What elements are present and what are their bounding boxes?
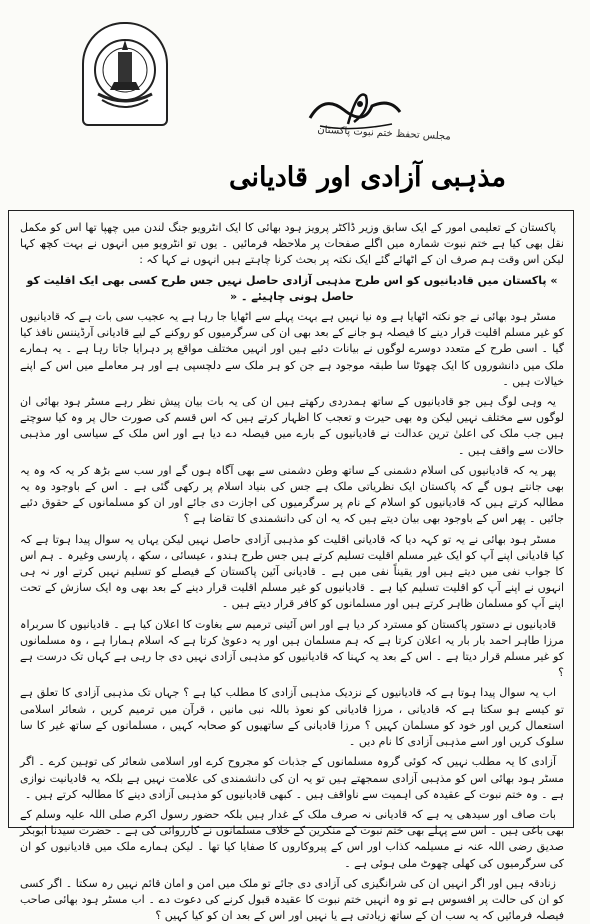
paragraph: مسٹر ہود بھائی نے جو نکتہ اٹھایا ہے وہ نیا نہیں ہے بہت پہلے سے اٹھایا جا رہا ہے یہ عجیب سی بات ہے کہ قادیانیوں کو غیر مسلم اقلیت قرار دینے کا فیصلہ ہو جانے کے بعد بھی ان کی سرگرمیوں کو روکنے کے لیے قادیانی آرڈیننس نافذ کیا گیا ۔ اسی طرح کے متعدد دوسرے لوگوں نے بیانات دئیے ہیں اور انہیں مختلف مواقع پر دہرایا جاتا رہا ہے ۔ یہ ہمارے ملک میں دانشوروں کا ایک چھوٹا سا طبقہ موجود ہے جن کو ہر ملک سے دلچسپی ہے اور ہر معاملے میں اس کے اپنے خیالات ہیں ۔ xyxy=(20,310,564,388)
paragraph: پھر یہ کہ قادیانیوں کی اسلام دشمنی کے ساتھ وطن دشمنی سے بھی آگاہ ہوں گے اور سب سے بڑھ کر یہ کہ وہ یہ بھی جانتے ہوں گے کہ پاکستان ایک نظریاتی ملک ہے جس کی بنیاد اسلام پر رکھی گئی ہے ۔ اس کے باوجود وہ یہ مطالبہ کرتے ہیں کہ قادیانیوں کو اسلام کے نام پر سرگرمیوں کی اجازت دی جائے اور ان کو مسلمانوں کے حقوق دئیے جائیں ۔ پھر اس کے باوجود بھی بیان دیتے ہیں کہ یہ ان کی دانشمندی کا تقاضا ہے ؟ xyxy=(20,463,564,526)
page-title: مذہبی آزادی اور قادیانی xyxy=(228,162,506,193)
crest-icon xyxy=(84,24,166,124)
paragraph: قادیانیوں نے دستور پاکستان کو مسترد کر دیا ہے اور اس آئینی ترمیم سے بغاوت کا اعلان کیا ہے ۔ قادیانیوں کا سربراہ مرزا طاہر احمد بار بار یہ اعلان کرتا ہے کہ ہم مسلمان ہیں اور یہ دعویٰ کرتا ہے کہ اسلام ہمارا ہے ، وہ مسلمانوں کو غیر مسلم قرار دیتا ہے ۔ اس کے بعد یہ کہنا کہ قادیانیوں کو مذہبی آزادی نہیں دی جا رہی ہے کہاں تک درست ہے ؟ xyxy=(20,617,564,680)
emblem-logo xyxy=(82,22,168,126)
paragraph: بات صاف اور سیدھی یہ ہے کہ قادیانی نہ صرف ملک کے غدار ہیں بلکہ حضور رسول اکرم صلی اللہ علیہ وسلم کے بھی باغی ہیں ۔ اس سے پہلے بھی ختم نبوت کے منکرین کے خلاف مسلمانوں نے کارروائی کی ہے ۔ حضرت سیدنا ابوبکر صدیق رضی اللہ عنہ نے مسیلمہ کذاب اور اس کے پیروکاروں کا صفایا کیا تھا ۔ لیکن ہمارے ملک میں قادیانیوں کو ان کی سرگرمیوں کی کھلی چھوٹ ملی ہوئی ہے ۔ xyxy=(20,807,564,870)
paragraph: زنادقہ ہیں اور اگر انہیں ان کی شرانگیزی کی آزادی دی جائے تو ملک میں امن و امان قائم نہیں رہ سکتا ۔ اگر کسی کو ان کی حالت پر افسوس ہے تو وہ انہیں ختم نبوت کا عقیدہ قبول کرنے کی دعوت دے ۔ اب مسٹر ہود بھائی صاحب فیصلہ فرمائیں کہ یہ سب ان کے ساتھ زیادتی ہے یا نہیں اور اس کے بعد ان کو کیا کہیں ؟ xyxy=(20,876,564,923)
paragraph: پاکستان کے تعلیمی امور کے ایک سابق وزیر ڈاکٹر پرویز ہود بھائی کا ایک انٹرویو جنگ لندن میں چھپا تھا اس کو مکمل نقل بھی کیا ہے ختم نبوت شمارہ میں اگلے صفحات پر ملاحظہ فرمائیں ۔ یوں تو انٹرویو میں انہوں نے بہت کچھ کہا لیکن اس وقت ہم صرف ان کے اٹھائے گئے ایک نکتہ پر بحث کرنا چاہتے ہیں انہوں نے کہا کہ : xyxy=(20,221,564,267)
paragraph: یہ وہی لوگ ہیں جو قادیانیوں کے ساتھ ہمدردی رکھتے ہیں ان کی یہ بات بیان پیش نظر رہے مسٹر ہود بھائی ان لوگوں سے مختلف نہیں لیکن وہ بھی حیرت و تعجب کا اظہار کرتے ہیں کہ اس قسم کی صورت حال پر وہ کیا سوچتے ہیں جب ملک کی اعلیٰ ترین عدالت نے قادیانیوں کے بارے میں فیصلہ دے دیا ہے اور اس ملک کے سیاسی اور مذہبی حالات سے واقف ہیں ۔ xyxy=(20,395,564,457)
paragraph: مسٹر ہود بھائی نے یہ تو کہہ دیا کہ قادیانی اقلیت کو مذہبی آزادی حاصل نہیں لیکن یہاں یہ سوال پیدا ہوتا ہے کہ کیا قادیانی اپنے آپ کو ایک غیر مسلم اقلیت تسلیم کرتے ہیں جس طرح ہندو ، عیسائی ، سکھ ، پارسی وغیرہ ۔ ہم اس کا جواب نفی میں دیتے ہیں اور یقیناً نفی میں ہے ۔ قادیانی آئین پاکستان کے فیصلے کو تسلیم نہیں کرتے اور نہ ہی انہوں نے اپنے آپ کو اقلیت تسلیم کیا ہے ۔ قادیانیوں کو غیر مسلم اقلیت قرار دینے کے بعد بھی وہ ایک سازش کے تحت اپنے آپ کو مسلمان ظاہر کرتے ہیں اور مسلمانوں کو کافر قرار دیتے ہیں ۔ xyxy=(20,532,564,611)
paragraph: اب یہ سوال پیدا ہوتا ہے کہ قادیانیوں کے نزدیک مذہبی آزادی کا مطلب کیا ہے ؟ جہاں تک مذہبی آزادی کا تعلق ہے تو کیسے ہو سکتا ہے کہ قادیانی ، مرزا قادیانی کو نعوذ باللہ نبی مانیں ، قرآن میں ترمیم کریں ، شعائر اسلامی استعمال کریں اور خود کو مسلمان کہیں ؟ مرزا قادیانی کے ساتھیوں کو صحابہ کہیں ، مسلمانوں کے ساتھ غیر کا سا سلوک کریں اور اسے مذہبی آزادی کا نام دیں ۔ xyxy=(20,686,564,749)
paragraph: آزادی کا یہ مطلب نہیں کہ کوئی گروہ مسلمانوں کے جذبات کو مجروح کرے اور اسلامی شعائر کی توہین کرے ۔ اگر مسٹر ہود بھائی اس کو مذہبی آزادی سمجھتے ہیں تو یہ ان کی دانشمندی کی علامت نہیں ہے بلکہ یہ قادیانیت نوازی ہے ۔ وہ ختم نبوت کے عقیدہ کی اہمیت سے ناواقف ہیں ۔ کبھی قادیانیوں کو مذہبی آزادی دینے کا مطالبہ کرتے ہیں ۔ xyxy=(20,755,564,801)
article-body xyxy=(20,220,564,923)
pull-quote: » پاکستان میں قادیانیوں کو اس طرح مذہبی آزادی حاصل نہیں جس طرح کسی بھی ایک اقلیت کو حاصل ہونی چاہیئے ۔ « xyxy=(26,273,558,303)
organization-line: مجلس تحفظ ختم نبوت پاکستان xyxy=(317,124,451,143)
